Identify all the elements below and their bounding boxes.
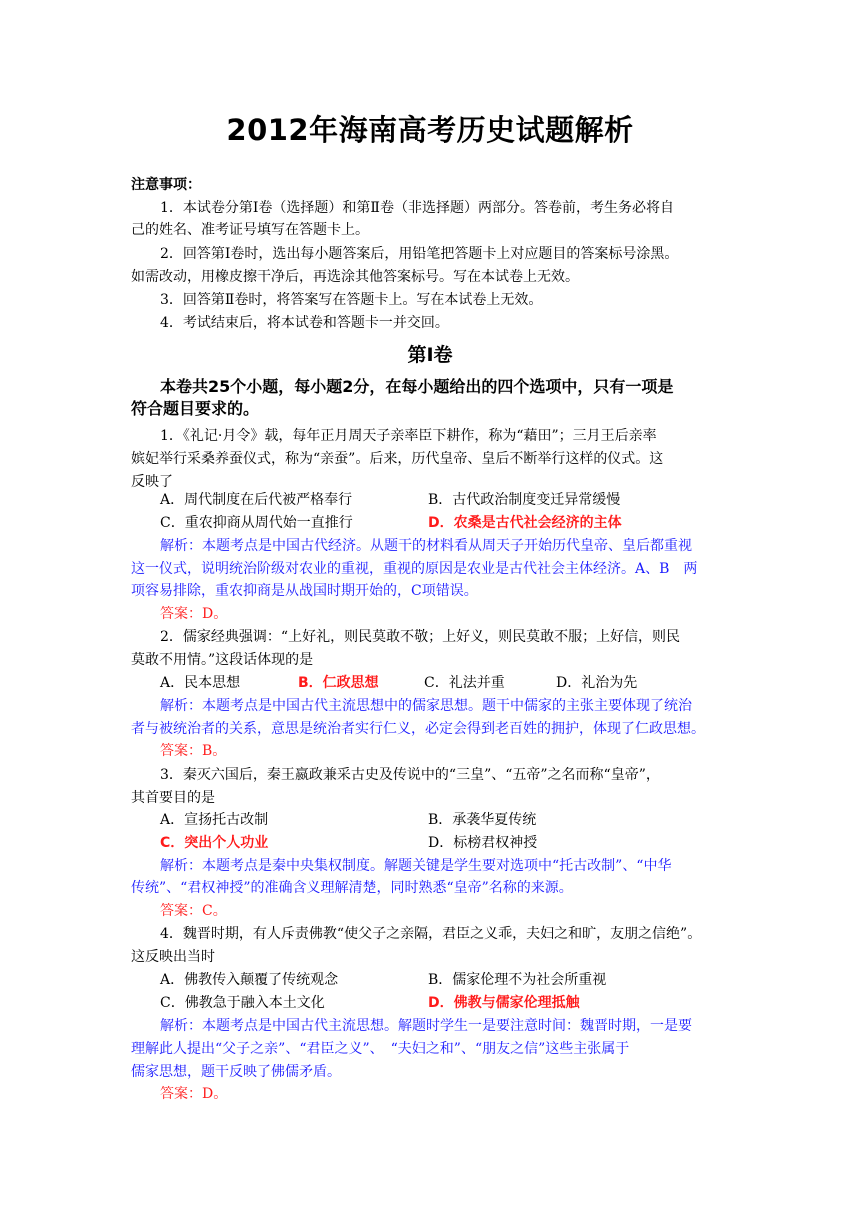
- analysis-line: 儒家思想，题干反映了佛儒矛盾。: [131, 1064, 341, 1080]
- option-d: D．礼治为先: [556, 675, 638, 691]
- analysis-line: 这一仪式，说明统治阶级对农业的重视，重视的原因是农业是古代社会主体经济。A、B 两: [131, 561, 698, 577]
- option-c: C．礼法并重: [424, 675, 505, 691]
- analysis-line: 项容易排除，重农抑商是从战国时期开始的，C项错误。: [131, 583, 478, 599]
- answer-line: 答案：B。: [160, 743, 227, 759]
- question-stem: 2．儒家经典强调：“上好礼，则民莫敢不敬；上好义，则民莫敢不服；上好信，则民: [160, 629, 681, 645]
- notice-line: 如需改动，用橡皮擦干净后，再选涂其他答案标号。写在本试卷上无效。: [131, 269, 579, 285]
- section-instruction: 本卷共25个小题，每小题2分，在每小题给出的四个选项中，只有一项是: [160, 377, 674, 396]
- answer-line: 答案：D。: [160, 1086, 228, 1102]
- option-b: B．古代政治制度变迁异常缓慢: [428, 492, 621, 508]
- notice-line: 己的姓名、准考证号填写在答题卡上。: [131, 222, 369, 238]
- answer-line: 答案：C。: [160, 903, 227, 919]
- analysis-line: 解析：本题考点是中国古代主流思想中的儒家思想。题干中儒家的主张主要体现了统治: [160, 698, 692, 714]
- option-a: A．佛教传入颠覆了传统观念: [160, 972, 339, 988]
- analysis-line: 解析：本题考点是中国古代主流思想。解题时学生一是要注意时间：魏晋时期，一是要: [160, 1018, 692, 1034]
- analysis-line: 解析：本题考点是秦中央集权制度。解题关键是学生要对选项中“托古改制”、“中华: [160, 858, 672, 874]
- section-title: 第Ⅰ卷: [407, 344, 453, 366]
- analysis-line: 解析：本题考点是中国古代经济。从题干的材料看从周天子开始历代皇帝、皇后都重视: [160, 538, 692, 554]
- option-a: A．宣扬托古改制: [160, 812, 269, 828]
- notice-line: 4．考试结束后，将本试卷和答题卡一并交回。: [160, 315, 449, 331]
- option-d: D．标榜君权神授: [428, 835, 538, 851]
- analysis-line: 者与被统治者的关系，意思是统治者实行仁义，必定会得到老百姓的拥护，体现了仁政思想。: [131, 721, 705, 737]
- question-stem: 这反映出当时: [131, 949, 215, 965]
- question-stem: 嫔妃举行采桑养蚕仪式，称为“亲蚕”。后来，历代皇帝、皇后不断举行这样的仪式。这: [131, 451, 664, 467]
- option-a: A．周代制度在后代被严格奉行: [160, 492, 353, 508]
- question-stem: 反映了: [131, 474, 173, 490]
- notice-heading: 注意事项：: [131, 177, 201, 193]
- option-d-correct: D．农桑是古代社会经济的主体: [428, 515, 622, 531]
- analysis-line: 理解此人提出“父子之亲”、“君臣之义”、 “夫妇之和”、“朋友之信”这些主张属于: [131, 1041, 630, 1057]
- option-a: A．民本思想: [160, 675, 241, 691]
- option-c-correct: C．突出个人功业: [160, 835, 269, 851]
- option-d-correct: D．佛教与儒家伦理抵触: [428, 995, 580, 1011]
- question-stem: 3．秦灭六国后，秦王嬴政兼采古史及传说中的“三皇”、“五帝”之名而称“皇帝”，: [160, 767, 660, 783]
- option-c: C．重农抑商从周代始一直推行: [160, 515, 353, 531]
- question-stem: 莫敢不用情。”这段话体现的是: [131, 652, 314, 668]
- option-b: B．承袭华夏传统: [428, 812, 537, 828]
- option-c: C．佛教急于融入本土文化: [160, 995, 325, 1011]
- notice-line: 3．回答第Ⅱ卷时，将答案写在答题卡上。写在本试卷上无效。: [160, 292, 543, 308]
- analysis-line: 传统”、“君权神授”的准确含义理解清楚，同时熟悉“皇帝”名称的来源。: [131, 880, 573, 896]
- question-stem: 其首要目的是: [131, 790, 215, 806]
- answer-line: 答案：D。: [160, 606, 228, 622]
- page-title: 2012年海南高考历史试题解析: [226, 113, 634, 147]
- section-instruction: 符合题目要求的。: [131, 399, 260, 418]
- question-stem: 1．《礼记·月令》载，每年正月周天子亲率臣下耕作，称为“藉田”；三月王后亲率: [160, 428, 657, 444]
- notice-line: 1．本试卷分第Ⅰ卷（选择题）和第Ⅱ卷（非选择题）两部分。答卷前，考生务必将自: [160, 200, 674, 216]
- option-b-correct: B．仁政思想: [298, 675, 379, 691]
- notice-line: 2．回答第Ⅰ卷时，选出每小题答案后，用铅笔把答题卡上对应题目的答案标号涂黑。: [160, 246, 679, 262]
- option-b: B．儒家伦理不为社会所重视: [428, 972, 607, 988]
- question-stem: 4．魏晋时期，有人斥责佛教“使父子之亲隔，君臣之义乖，夫妇之和旷，友朋之信绝”。: [160, 926, 702, 942]
